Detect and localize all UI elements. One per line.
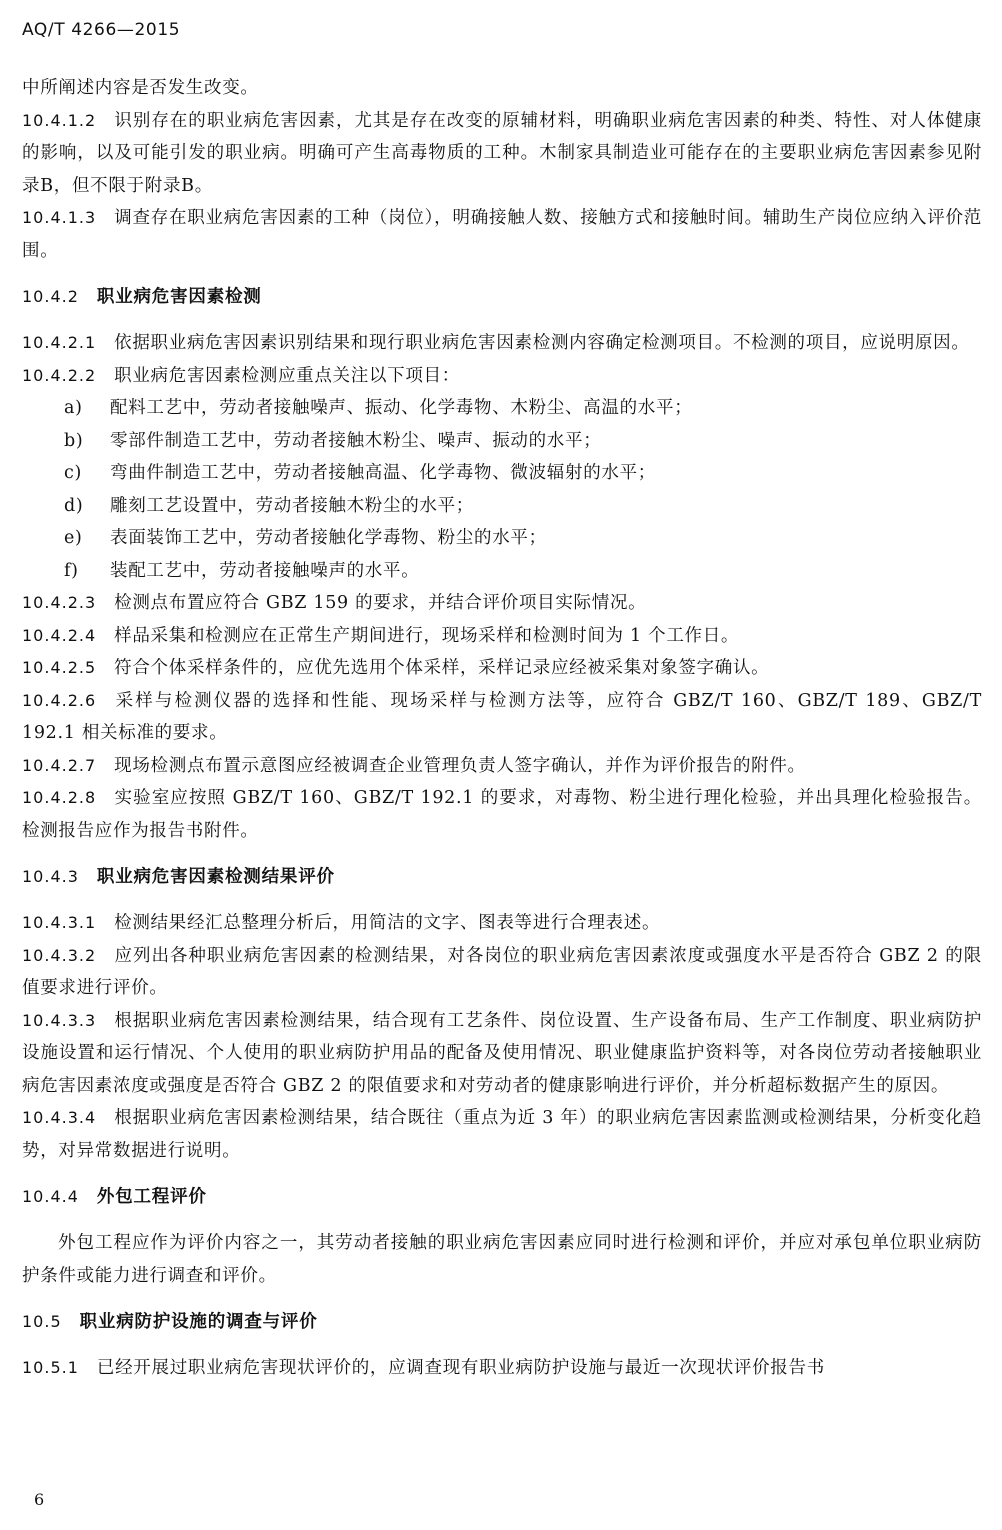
list-marker: d) bbox=[64, 495, 84, 516]
section-heading-10-4-3 bbox=[22, 861, 982, 893]
list-text: 表面装饰工艺中，劳动者接触化学毒物、粉尘的水平； bbox=[110, 528, 547, 548]
clause-number: 10.4.2.2 bbox=[22, 365, 97, 385]
clause-10-4-3-1 bbox=[22, 907, 982, 940]
clause-number: 10.4.3.4 bbox=[22, 1108, 97, 1127]
section-number: 10.4.2 bbox=[22, 287, 79, 306]
clause-10-4-1-3 bbox=[22, 202, 982, 267]
paragraph: 中所阐述内容是否发生改变。 bbox=[22, 78, 259, 98]
clause-number: 10.4.1.3 bbox=[22, 208, 97, 227]
list-item bbox=[22, 392, 982, 425]
clause-number: 10.4.2.8 bbox=[22, 788, 97, 807]
clause-number: 10.4.3.1 bbox=[22, 913, 97, 932]
clause-text: 符合个体采样条件的，应优先选用个体采样，采样记录应经被采集对象签字确认。 bbox=[114, 658, 770, 678]
clause-text: 根据职业病危害因素检测结果，结合现有工艺条件、岗位设置、生产设备布局、生产工作制度、职业病防护设施设置和运行情况、个人使用的职业病防护用品的配备及使用情况、职业健康监护资料等，对各岗位劳动者接触职业病危害因素浓度或强度是否符合 GBZ 2 的限值要求和对劳动者的健康影响进行评价，并分析超标数据产生的原因。 bbox=[22, 1010, 982, 1096]
clause-10-4-2-1 bbox=[22, 327, 982, 360]
clause-10-4-1-2 bbox=[22, 105, 982, 203]
clause-number: 10.4.3.2 bbox=[22, 945, 97, 965]
list-text: 弯曲件制造工艺中，劳动者接触高温、化学毒物、微波辐射的水平； bbox=[110, 463, 656, 483]
list-item bbox=[22, 425, 982, 458]
list-marker: e) bbox=[64, 528, 83, 548]
clause-10-4-2-4 bbox=[22, 620, 982, 653]
clause-text: 检测结果经汇总整理分析后，用简洁的文字、图表等进行合理表述。 bbox=[114, 913, 661, 933]
list-marker: f) bbox=[64, 560, 79, 581]
section-number: 10.4.4 bbox=[22, 1187, 79, 1206]
clause-10-4-3-3 bbox=[22, 1005, 982, 1103]
list-text: 装配工艺中，劳动者接触噪声的水平。 bbox=[110, 560, 420, 581]
clause-number: 10.4.2.7 bbox=[22, 755, 97, 775]
clause-text: 识别存在的职业病危害因素，尤其是存在改变的原辅材料，明确职业病危害因素的种类、特性、对人体健康的影响，以及可能引发的职业病。明确可产生高毒物质的工种。木制家具制造业可能存在的主要职业病危害因素参见附录B，但不限于附录B。 bbox=[22, 110, 982, 196]
clause-text: 职业病危害因素检测应重点关注以下项目： bbox=[114, 365, 460, 386]
clause-10-4-2-7 bbox=[22, 750, 982, 783]
section-title: 职业病防护设施的调查与评价 bbox=[79, 1312, 318, 1332]
list-text: 零部件制造工艺中，劳动者接触木粉尘、噪声、振动的水平； bbox=[110, 430, 602, 451]
clause-text: 检测点布置应符合 GBZ 159 的要求，并结合评价项目实际情况。 bbox=[114, 593, 647, 613]
standard-code-header: AQ/T 4266—2015 bbox=[22, 20, 181, 40]
section-title: 职业病危害因素检测 bbox=[96, 287, 262, 307]
clause-10-4-2-3 bbox=[22, 587, 982, 620]
clause-text: 依据职业病危害因素识别结果和现行职业病危害因素检测内容确定检测项目。不检测的项目，应说明原因。 bbox=[114, 333, 970, 353]
page-number: 6 bbox=[34, 1490, 45, 1509]
clause-number: 10.4.2.4 bbox=[22, 625, 97, 645]
document-body bbox=[22, 72, 982, 1385]
list-item bbox=[22, 522, 982, 555]
paragraph: 外包工程应作为评价内容之一，其劳动者接触的职业病危害因素应同时进行检测和评价，并应对承包单位职业病防护条件或能力进行调查和评价。 bbox=[22, 1233, 982, 1286]
list-item bbox=[22, 457, 982, 490]
section-title: 外包工程评价 bbox=[96, 1187, 207, 1207]
section-number: 10.5 bbox=[22, 1312, 62, 1331]
clause-10-4-3-4 bbox=[22, 1102, 982, 1167]
clause-text: 实验室应按照 GBZ/T 160、GBZ/T 192.1 的要求，对毒物、粉尘进行理化检验，并出具理化检验报告。检测报告应作为报告书附件。 bbox=[22, 788, 982, 841]
clause-number: 10.4.2.1 bbox=[22, 333, 97, 352]
clause-text: 样品采集和检测应在正常生产期间进行，现场采样和检测时间为 1 个工作日。 bbox=[114, 625, 740, 646]
section-number: 10.4.3 bbox=[22, 867, 79, 886]
clause-10-4-2-2 bbox=[22, 360, 982, 393]
clause-text: 现场检测点布置示意图应经被调查企业管理负责人签字确认，并作为评价报告的附件。 bbox=[114, 755, 806, 776]
list-text: 雕刻工艺设置中，劳动者接触木粉尘的水平； bbox=[110, 495, 474, 516]
clause-text: 应列出各种职业病危害因素的检测结果，对各岗位的职业病危害因素浓度或强度水平是否符合 GBZ 2 的限值要求进行评价。 bbox=[22, 945, 982, 998]
list-marker: c) bbox=[64, 463, 83, 483]
list-item bbox=[22, 555, 982, 588]
clause-number: 10.4.2.6 bbox=[22, 690, 97, 710]
clause-text: 已经开展过职业病危害现状评价的，应调查现有职业病防护设施与最近一次现状评价报告书 bbox=[96, 1358, 825, 1378]
section-title: 职业病危害因素检测结果评价 bbox=[96, 867, 335, 887]
section-heading-10-4-4 bbox=[22, 1181, 982, 1213]
clause-text: 调查存在职业病危害因素的工种（岗位），明确接触人数、接触方式和接触时间。辅助生产岗位应纳入评价范围。 bbox=[22, 208, 982, 261]
clause-number: 10.4.1.2 bbox=[22, 110, 97, 130]
clause-10-4-2-5 bbox=[22, 652, 982, 685]
clause-number: 10.4.3.3 bbox=[22, 1010, 97, 1030]
clause-10-4-2-6 bbox=[22, 685, 982, 750]
list-item bbox=[22, 490, 982, 523]
clause-number: 10.5.1 bbox=[22, 1358, 79, 1377]
section-heading-10-4-2 bbox=[22, 281, 982, 313]
list-text: 配料工艺中，劳动者接触噪声、振动、化学毒物、木粉尘、高温的水平； bbox=[110, 398, 693, 418]
clause-10-4-2-8 bbox=[22, 782, 982, 847]
section-heading-10-5 bbox=[22, 1306, 982, 1338]
clause-number: 10.4.2.3 bbox=[22, 593, 97, 612]
clause-10-4-3-2 bbox=[22, 940, 982, 1005]
clause-text: 采样与检测仪器的选择和性能、现场采样与检测方法等，应符合 GBZ/T 160、GBZ/T 189、GBZ/T 192.1 相关标准的要求。 bbox=[22, 690, 982, 743]
clause-10-5-1 bbox=[22, 1352, 982, 1385]
list-marker: b) bbox=[64, 430, 84, 451]
clause-text: 根据职业病危害因素检测结果，结合既往（重点为近 3 年）的职业病危害因素监测或检测结果，分析变化趋势，对异常数据进行说明。 bbox=[22, 1108, 982, 1161]
clause-number: 10.4.2.5 bbox=[22, 658, 97, 677]
list-marker: a) bbox=[64, 398, 83, 418]
